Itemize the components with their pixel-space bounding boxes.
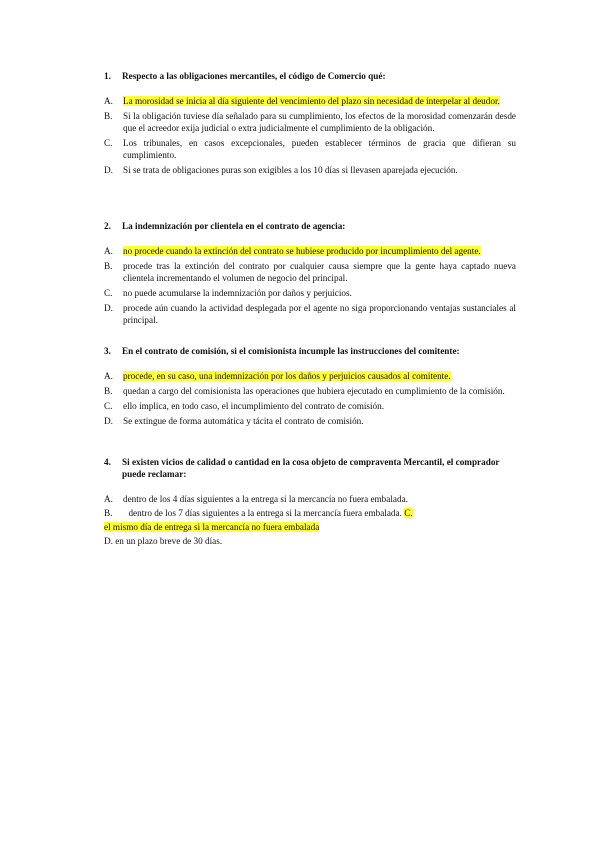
option-letter: C. [104, 138, 113, 148]
option-text-highlighted: el mismo día de entrega si la mercancía no fuera embalada [104, 522, 320, 532]
question-number: 2. [104, 221, 111, 231]
option-text: dentro de los 4 días siguientes a la entrega si la mercancía no fuera embalada. [123, 494, 408, 504]
option-b-c-line [104, 507, 516, 519]
option-text: Si la obligación tuviese día señalado para su cumplimiento, los efectos de la morosidad comenzarán desde que el acreedor exija judicial o extra judicialmente el cumplimiento de la obligación. [123, 111, 516, 133]
option-c [104, 400, 516, 412]
option-letter: A. [104, 246, 113, 256]
option-d [104, 164, 516, 176]
option-text: dentro de los 7 días siguientes a la entrega si la mercancía fuera embalada. [128, 508, 402, 518]
option-a [104, 493, 516, 505]
option-letter: D. [104, 303, 113, 313]
option-letter: C. [104, 288, 113, 298]
option-letter-highlighted: C. [404, 508, 413, 518]
option-text: no puede acumularse la indemnización por daños y perjuicios. [123, 288, 352, 298]
question-text: En el contrato de comisión, si el comisionista incumple las instrucciones del comitente: [122, 346, 460, 356]
options-list [104, 245, 516, 326]
question-3 [104, 345, 516, 430]
options-list [104, 493, 516, 547]
option-a [104, 95, 516, 107]
option-text-highlighted: procede, en su caso, una indemnización por los daños y perjuicios causados al comitente. [123, 371, 451, 381]
option-d [104, 415, 516, 427]
question-title [104, 345, 516, 357]
question-title [104, 456, 516, 480]
question-2 [104, 220, 516, 329]
option-letter: B. [104, 386, 113, 396]
option-d [104, 302, 516, 326]
option-b [104, 110, 516, 134]
option-letter: A. [104, 494, 113, 504]
question-title [104, 70, 516, 82]
option-b [104, 385, 516, 397]
question-title [104, 220, 516, 232]
options-list [104, 370, 516, 427]
option-text: procede tras la extinción del contrato por cualquier causa siempre que la gente haya captado nueva clientela incrementando el volumen de negocio del principal. [123, 261, 516, 283]
option-letter: A. [104, 96, 113, 106]
option-text: procede aún cuando la actividad desplegada por el agente no siga proporcionando ventajas sustanciales al principal. [123, 303, 516, 325]
option-letter: D. [104, 165, 113, 175]
question-text: La indemnización por clientela en el contrato de agencia: [122, 221, 346, 231]
option-c [104, 287, 516, 299]
option-letter: C. [104, 401, 113, 411]
question-number: 4. [104, 457, 111, 467]
option-text: en un plazo breve de 30 días. [115, 536, 223, 546]
question-text: Si existen vicios de calidad o cantidad en la cosa objeto de compraventa Mercantil, el comprador puede reclamar: [122, 457, 500, 479]
option-text: Los tribunales, en casos excepcionales, pueden establecer términos de gracia que difieran su cumplimiento. [123, 138, 516, 160]
option-d [104, 535, 516, 547]
option-text: quedan a cargo del comisionista las operaciones que hubiera ejecutado en cumplimiento de la comisión. [123, 386, 505, 396]
option-letter: B. [104, 261, 113, 271]
option-text: ello implica, en todo caso, el incumplimiento del contrato de comisión. [123, 401, 385, 411]
question-text: Respecto a las obligaciones mercantiles, el código de Comercio qué: [122, 71, 386, 81]
option-b [104, 260, 516, 284]
option-text: Se extingue de forma automática y tácita el contrato de comisión. [123, 416, 364, 426]
option-text-highlighted: La morosidad se inicia al día siguiente del vencimiento del plazo sin necesidad de interpelar al deudor. [123, 96, 500, 106]
option-c [0, 521, 516, 533]
question-4 [104, 456, 516, 549]
option-text-highlighted: no procede cuando la extinción del contrato se hubiese producido por incumplimiento del agente. [123, 246, 481, 256]
option-letter: B. [104, 111, 113, 121]
option-c [104, 137, 516, 161]
option-letter: A. [104, 371, 113, 381]
options-list [104, 95, 516, 176]
question-number: 3. [104, 346, 111, 356]
option-letter: D. [104, 416, 113, 426]
question-number: 1. [104, 71, 111, 81]
question-1 [104, 70, 516, 179]
option-letter: B. [104, 508, 113, 518]
option-a [104, 370, 516, 382]
option-text: Si se trata de obligaciones puras son exigibles a los 10 días si llevasen aparejada ejecución. [123, 165, 458, 175]
option-a [104, 245, 516, 257]
option-letter: D. [104, 536, 113, 546]
